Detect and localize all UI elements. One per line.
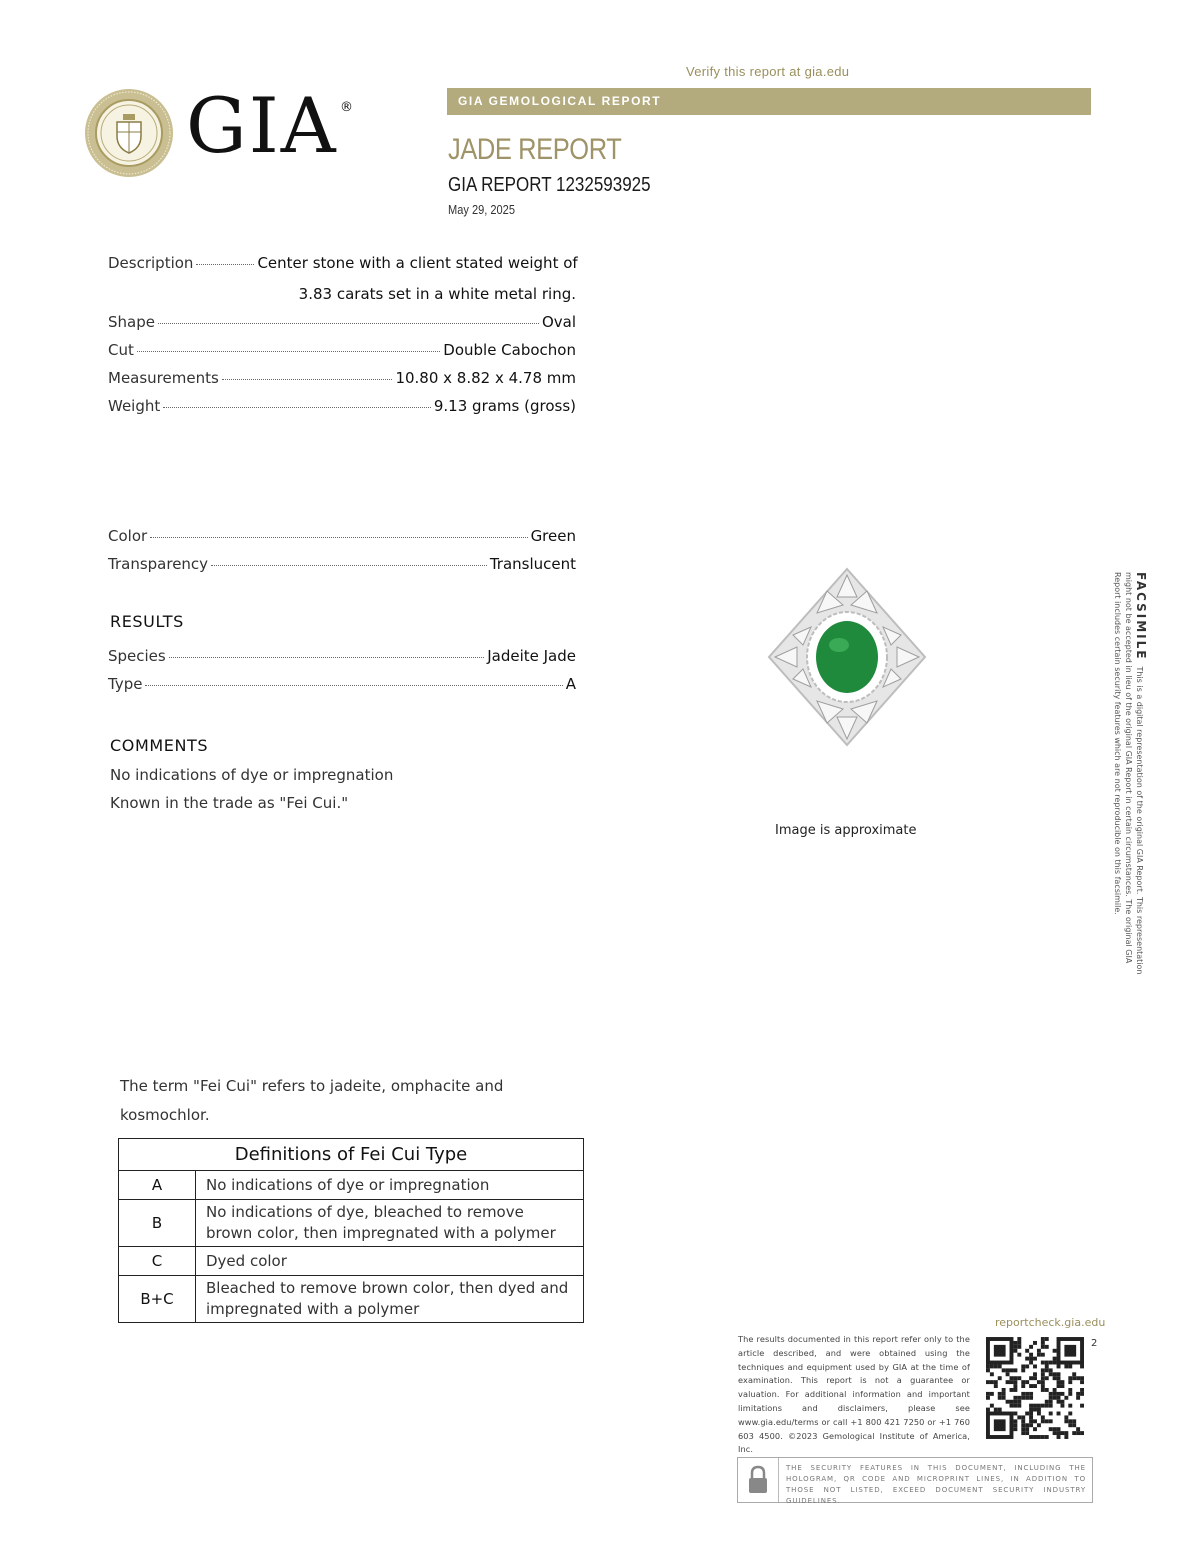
detail-label: Color <box>108 527 148 545</box>
facsimile-notice <box>1112 572 1146 992</box>
detail-label: Weight <box>108 397 161 415</box>
type-definition: No indications of dye, bleached to remove brown color, then impregnated with a polymer <box>196 1200 584 1247</box>
registered-mark: ® <box>340 100 353 115</box>
security-notice <box>737 1457 1093 1503</box>
table-title: Definitions of Fei Cui Type <box>119 1139 584 1171</box>
result-label: Species <box>108 647 166 665</box>
type-code: A <box>119 1171 196 1200</box>
results-heading: RESULTS <box>110 612 184 631</box>
detail-row-measurements <box>108 369 576 391</box>
type-definition: No indications of dye or impregnation <box>196 1171 584 1200</box>
detail-value: 10.80 x 8.82 x 4.78 mm <box>395 369 576 387</box>
result-value: Jadeite Jade <box>487 647 576 665</box>
description-row <box>108 254 576 276</box>
result-row-type <box>108 675 576 697</box>
comments-heading: COMMENTS <box>110 736 209 755</box>
report-header-label: GIA GEMOLOGICAL REPORT <box>458 94 662 108</box>
gia-seal-icon <box>84 88 174 178</box>
facsimile-text: This is a digital representation of the original GIA Report. This representation might not be accepted in lieu of the original GIA Report in certain circumstances. The original GIA Report includes certain security features which are not reproducible on this facsimile. <box>1113 572 1144 975</box>
detail-row-transparency <box>108 555 576 577</box>
security-text: THE SECURITY FEATURES IN THIS DOCUMENT, INCLUDING THE HOLOGRAM, QR CODE AND MICROPRINT LINES, IN ADDITION TO THOSE NOT LISTED, EXCEED DOCUMENT SECURITY INDUSTRY GUIDELINES. <box>786 1464 1086 1505</box>
detail-row-weight <box>108 397 576 419</box>
table-row <box>119 1247 584 1276</box>
ring-image <box>762 565 932 750</box>
report-number: GIA REPORT 1232593925 <box>448 174 651 196</box>
disclaimer-text: The results documented in this report refer only to the article described, and were obtained using the techniques and equipment used by GIA at the time of examination. This report is not a guarantee or valuation. For additional information and important limitations and disclaimers, please see www.gia.edu/terms or call +1 800 421 7250 or +1 760 603 4500. ©2023 Gemological Institute of America, Inc. <box>738 1334 970 1455</box>
table-row <box>119 1171 584 1200</box>
detail-label: Shape <box>108 313 155 331</box>
detail-value: Translucent <box>489 555 576 573</box>
report-date: May 29, 2025 <box>448 202 515 217</box>
type-definition: Bleached to remove brown color, then dyed and impregnated with a polymer <box>196 1276 584 1323</box>
gia-wordmark: GIA <box>186 81 338 170</box>
fei-cui-definitions-table <box>118 1138 584 1323</box>
detail-label: Cut <box>108 341 134 359</box>
comment-line: Known in the trade as "Fei Cui." <box>110 794 349 812</box>
detail-label: Transparency <box>108 555 209 573</box>
image-caption: Image is approximate <box>775 823 917 838</box>
result-row-species <box>108 647 576 669</box>
page-number: 2 <box>1091 1338 1098 1349</box>
detail-value: Oval <box>541 313 576 331</box>
result-value: A <box>565 675 576 693</box>
detail-value: 9.13 grams (gross) <box>433 397 576 415</box>
type-code: B+C <box>119 1276 196 1323</box>
type-code: C <box>119 1247 196 1276</box>
report-header-bar <box>447 88 1091 115</box>
detail-label: Measurements <box>108 369 219 387</box>
detail-value: Double Cabochon <box>443 341 576 359</box>
table-row <box>119 1276 584 1323</box>
type-code: B <box>119 1200 196 1247</box>
reportcheck-link[interactable]: reportcheck.gia.edu <box>995 1316 1106 1329</box>
description-value: Center stone with a client stated weight of <box>257 254 578 272</box>
description-label: Description <box>108 254 194 272</box>
lock-icon <box>738 1458 778 1502</box>
detail-value: Green <box>530 527 576 545</box>
report-title: JADE REPORT <box>448 133 622 166</box>
lock-cell <box>738 1458 779 1502</box>
verify-link[interactable]: Verify this report at gia.edu <box>686 64 850 79</box>
detail-row-cut <box>108 341 576 363</box>
detail-row-color <box>108 527 576 549</box>
result-label: Type <box>108 675 143 693</box>
table-row <box>119 1200 584 1247</box>
fei-cui-intro: The term "Fei Cui" refers to jadeite, omphacite and kosmochlor. <box>120 1077 504 1124</box>
detail-row-shape <box>108 313 576 335</box>
facsimile-title: FACSIMILE <box>1134 572 1148 661</box>
comment-line: No indications of dye or impregnation <box>110 766 394 784</box>
qr-code-icon[interactable] <box>986 1337 1084 1439</box>
description-value-line2: 3.83 carats set in a white metal ring. <box>298 285 576 303</box>
type-definition: Dyed color <box>196 1247 584 1276</box>
